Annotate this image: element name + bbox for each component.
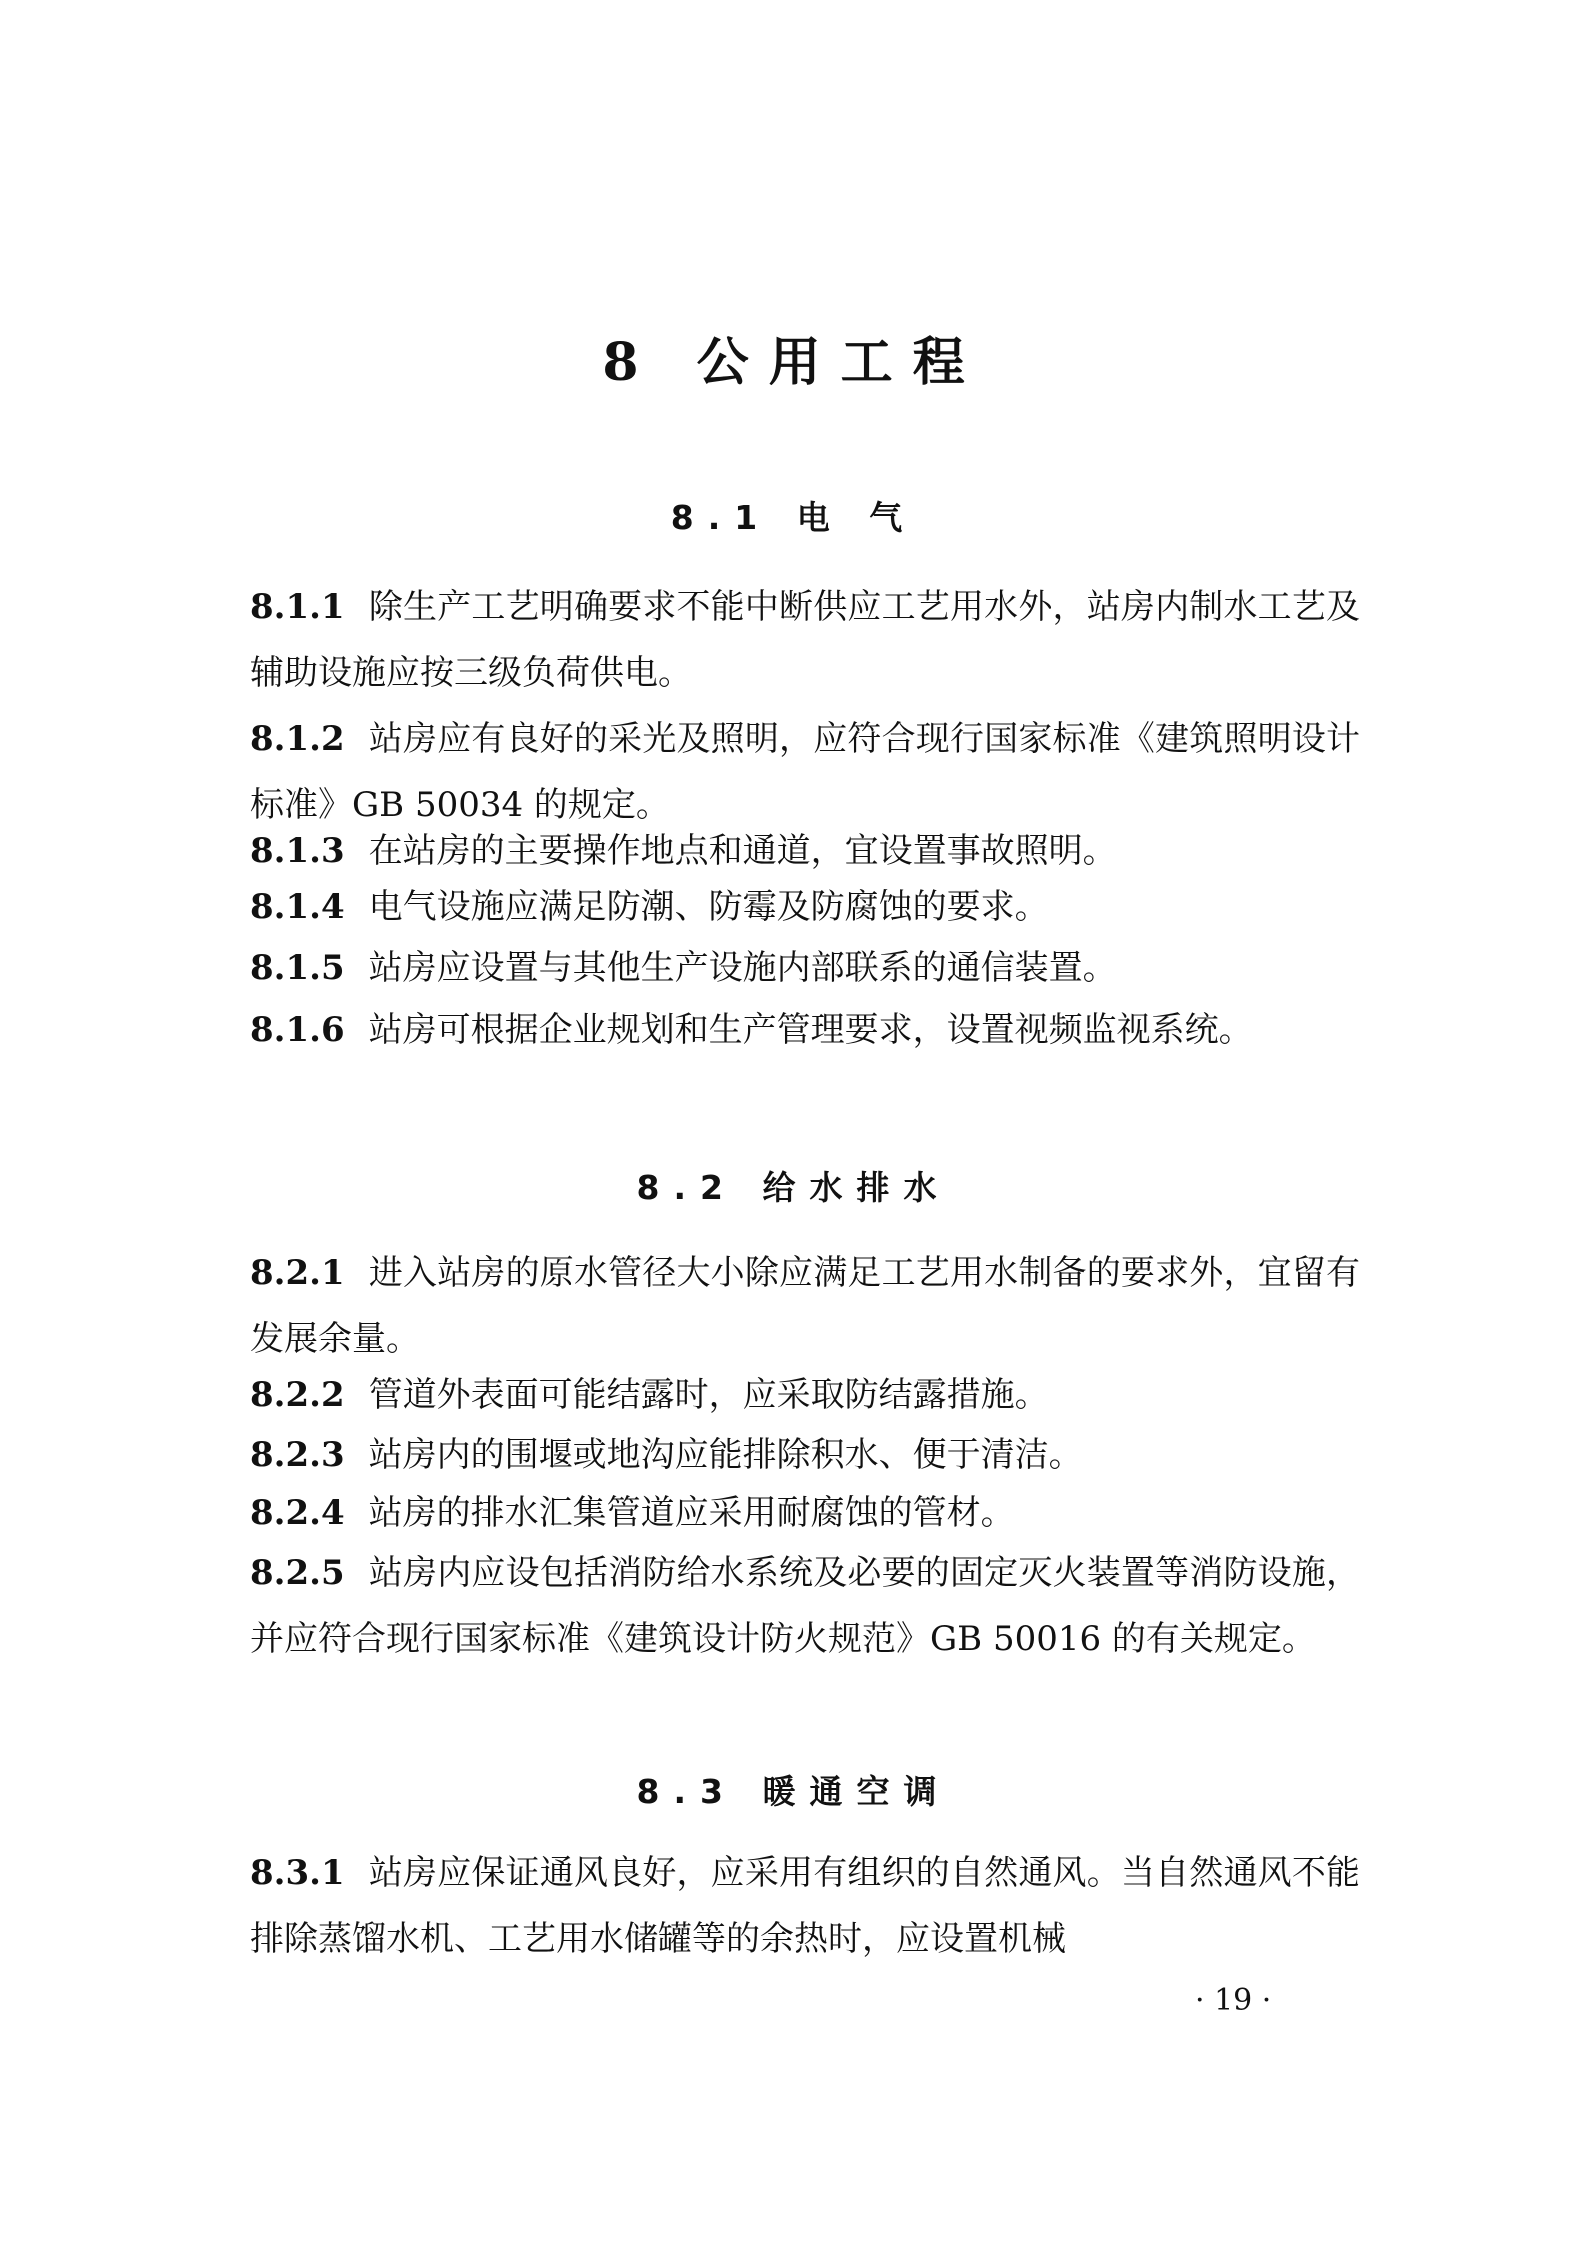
clause-number: 8.1.6 (250, 1010, 345, 1050)
clause-number: 8.1.5 (250, 948, 345, 988)
clause-8-2-3 (250, 1422, 1360, 1488)
clause-8-1-4 (250, 874, 1360, 940)
clause-number: 8.3.1 (250, 1853, 345, 1893)
clause-text: 站房内应设包括消防给水系统及必要的固定灭火装置等消防设施，并应符合现行国家标准《建筑设计防火规范》GB 50016 的有关规定。 (250, 1553, 1360, 1659)
clause-8-2-5 (250, 1540, 1360, 1672)
clause-text: 站房可根据企业规划和生产管理要求，设置视频监视系统。 (368, 1010, 1253, 1050)
section-title-8-1: 8.1 电 气 (670, 498, 917, 537)
chapter-title: 8 公用工程 (602, 332, 985, 393)
clause-text: 在站房的主要操作地点和通道，宜设置事故照明。 (368, 831, 1117, 871)
clause-number: 8.2.3 (250, 1435, 345, 1475)
clause-text: 除生产工艺明确要求不能中断供应工艺用水外，站房内制水工艺及辅助设施应按三级负荷供电。 (250, 587, 1360, 693)
clause-number: 8.2.5 (250, 1553, 345, 1593)
clause-text: 站房内的围堰或地沟应能排除积水、便于清洁。 (368, 1435, 1083, 1475)
clause-text: 站房应保证通风良好，应采用有组织的自然通风。当自然通风不能排除蒸馏水机、工艺用水储罐等的余热时，应设置机械 (250, 1853, 1360, 1959)
clause-8-1-5 (250, 935, 1360, 1001)
clause-8-3-1 (250, 1840, 1360, 1972)
clause-text: 站房应有良好的采光及照明，应符合现行国家标准《建筑照明设计标准》GB 50034 的规定。 (250, 719, 1360, 825)
clause-number: 8.2.1 (250, 1253, 345, 1293)
clause-text: 站房的排水汇集管道应采用耐腐蚀的管材。 (368, 1493, 1015, 1533)
clause-8-2-4 (250, 1480, 1360, 1546)
clause-number: 8.1.2 (250, 719, 345, 759)
clause-text: 电气设施应满足防潮、防霉及防腐蚀的要求。 (368, 887, 1049, 927)
clause-8-1-6 (250, 997, 1360, 1063)
clause-number: 8.1.1 (250, 587, 345, 627)
clause-text: 进入站房的原水管径大小除应满足工艺用水制备的要求外，宜留有发展余量。 (250, 1253, 1360, 1359)
clause-number: 8.2.4 (250, 1493, 345, 1533)
clause-number: 8.1.4 (250, 887, 345, 927)
clause-8-1-1 (250, 574, 1360, 706)
clause-8-2-2 (250, 1362, 1360, 1428)
clause-text: 站房应设置与其他生产设施内部联系的通信装置。 (368, 948, 1117, 988)
clause-8-2-1 (250, 1240, 1360, 1372)
section-title-8-2: 8.2 给水排水 (636, 1168, 951, 1207)
clause-text: 管道外表面可能结露时，应采取防结露措施。 (368, 1375, 1049, 1415)
clause-number: 8.2.2 (250, 1375, 345, 1415)
page-number: · 19 · (1195, 1983, 1272, 2018)
clause-number: 8.1.3 (250, 831, 345, 871)
section-title-8-3: 8.3 暖通空调 (636, 1772, 951, 1811)
